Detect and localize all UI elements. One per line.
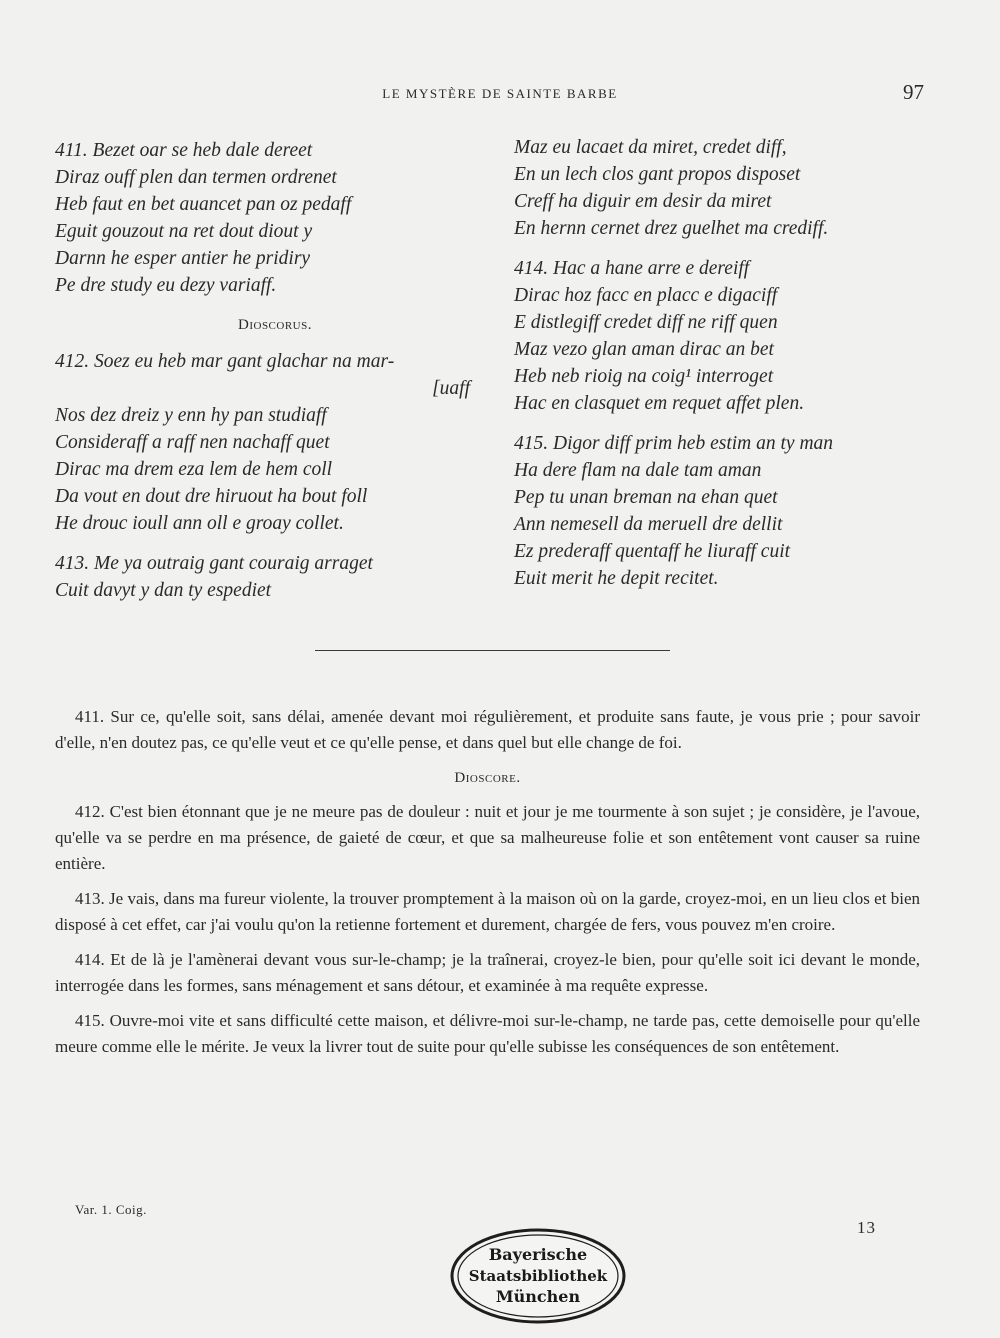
- page-number: 97: [903, 80, 924, 104]
- verse-line: Maz vezo glan aman dirac an bet: [514, 339, 774, 360]
- verse-line: Nos dez dreiz y enn hy pan studiaff: [55, 405, 327, 426]
- section-divider: [315, 650, 670, 651]
- translation-paragraph-414: 414. Et de là je l'amènerai devant vous sur-le-champ; je la traînerai, croyez-le bien, pour qu'elle soit ici devant le monde, interrogée dans les formes, sans ménagement et sans détour, et examinée à ma requête expresse.: [55, 950, 920, 995]
- verse-left-column: [55, 137, 475, 617]
- stanza-413-cont: [514, 134, 954, 242]
- verse-line: 414. Hac a hane arre e dereiff: [514, 258, 750, 279]
- verse-line: 412. Soez eu heb mar gant glachar na mar-: [55, 351, 395, 372]
- verse-line: Ha dere flam na dale tam aman: [514, 460, 762, 481]
- verse-line: He drouc ioull ann oll e groay collet.: [55, 513, 344, 534]
- verse-line: Diraz ouff plen dan termen ordrenet: [55, 167, 337, 188]
- verse-line: Eguit gouzout na ret dout diout y: [55, 221, 313, 242]
- translation-block: [55, 704, 920, 1069]
- stanza-413: [55, 550, 475, 604]
- translation-paragraph-411: 411. Sur ce, qu'elle soit, sans délai, amenée devant moi régulièrement, et produite sans faute, je vous prie ; pour savoir d'elle, n'en doutez pas, ce qu'elle veut et ce qu'elle pense, et dans quel but elle change de foi.: [55, 707, 920, 752]
- verse-line: E distlegiff credet diff ne riff quen: [514, 312, 778, 333]
- speaker-name: Dioscorus.: [238, 317, 312, 333]
- verse-line: Ez prederaff quentaff he liuraff cuit: [514, 541, 791, 562]
- verse-line: Dirac ma drem eza lem de hem coll: [55, 459, 333, 480]
- verse-line: Hac en clasquet em requet affet plen.: [514, 393, 805, 414]
- verse-line: Maz eu lacaet da miret, credet diff,: [514, 137, 787, 158]
- verse-line: Da vout en dout dre hiruout ha bout foll: [55, 486, 368, 507]
- verse-line: Ann nemesell da meruell dre dellit: [514, 514, 783, 535]
- verse-line: Pep tu unan breman na ehan quet: [514, 487, 778, 508]
- stanza-412: [55, 348, 475, 402]
- verse-right-column: [514, 134, 954, 605]
- stanza-412-cont: [55, 402, 475, 537]
- library-stamp: [448, 1226, 628, 1331]
- footnote: Var. 1. Coig.: [75, 1202, 147, 1217]
- verse-line: 415. Digor diff prim heb estim an ty man: [514, 433, 834, 454]
- verse-line: Cuit davyt y dan ty espediet: [55, 580, 272, 601]
- verse-line: Heb faut en bet auancet pan oz pedaff: [55, 194, 352, 215]
- verse-line: Heb neb rioig na coig¹ interroget: [514, 366, 774, 387]
- verse-runover: [uaff: [432, 378, 470, 399]
- verse-line: Pe dre study eu dezy variaff.: [55, 275, 277, 296]
- verse-line: Dirac hoz facc en placc e digaciff: [514, 285, 778, 306]
- verse-line: En un lech clos gant propos disposet: [514, 164, 801, 185]
- stanza-415: [514, 430, 954, 592]
- stanza-411: [55, 137, 475, 299]
- verse-line: Darnn he esper antier he pridiry: [55, 248, 311, 269]
- library-stamp-graphic: [448, 1226, 628, 1326]
- translation-paragraph-412: 412. C'est bien étonnant que je ne meure pas de douleur : nuit et jour je me tourmente à son sujet ; je considère, je l'avoue, qu'elle va se perdre en ma présence, de gaieté de cœur, et que sa malheureuse folie et son entêtement vont causer sa ruine entière.: [55, 802, 920, 873]
- translation-speaker: Dioscore.: [454, 770, 521, 786]
- signature-mark: 13: [857, 1218, 876, 1237]
- verse-line: Euit merit he depit recitet.: [514, 568, 719, 589]
- running-title: LE MYSTÈRE DE SAINTE BARBE: [382, 86, 618, 101]
- verse-line: Creff ha diguir em desir da miret: [514, 191, 772, 212]
- svg-text:Bayerische: Bayerische: [488, 1245, 588, 1264]
- translation-paragraph-413: 413. Je vais, dans ma fureur violente, la trouver promptement à la maison où on la garde, croyez-moi, en un lieu clos et bien disposé à cet effet, car j'ai voulu qu'on la retienne fortement et durement, chargée de fers, vous pouvez m'en croire.: [55, 889, 920, 934]
- svg-text:Staatsbibliothek: Staatsbibliothek: [468, 1267, 608, 1285]
- verse-line: 411. Bezet oar se heb dale dereet: [55, 140, 313, 161]
- translation-paragraph-415: 415. Ouvre-moi vite et sans difficulté cette maison, et délivre-moi sur-le-champ, ne tarde pas, cette demoiselle pour qu'elle meure comme elle le mérite. Je veux la livrer tout de suite pour qu'elle subisse les conséquences de son entêtement.: [55, 1011, 920, 1056]
- verse-line: 413. Me ya outraig gant couraig arraget: [55, 553, 373, 574]
- verse-line: En hernn cernet drez guelhet ma crediff.: [514, 218, 829, 239]
- svg-text:München: München: [495, 1287, 581, 1306]
- verse-line: Consideraff a raff nen nachaff quet: [55, 432, 330, 453]
- stanza-414: [514, 255, 954, 417]
